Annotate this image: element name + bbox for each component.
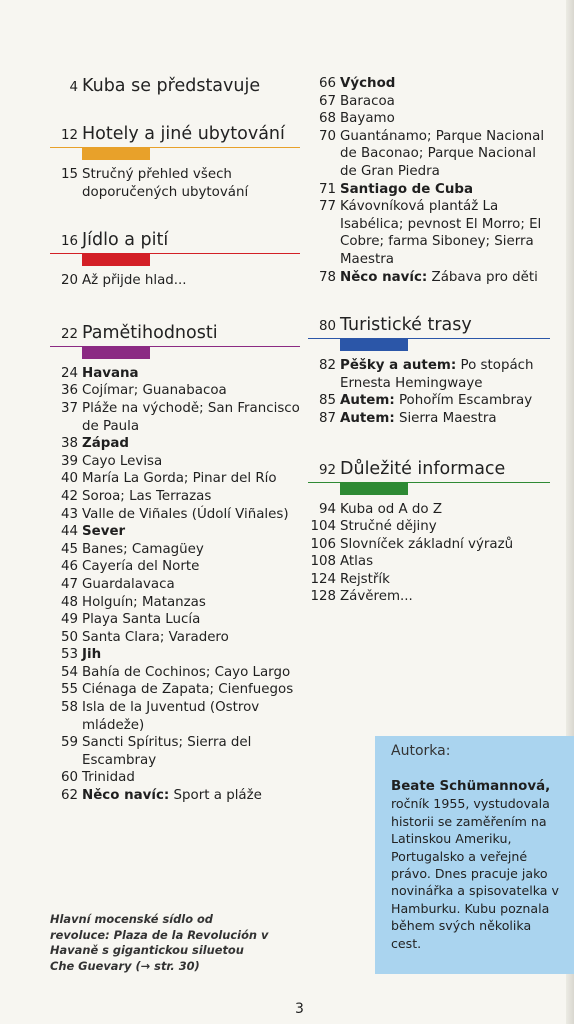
toc-entry	[50, 734, 300, 769]
section-heading	[50, 123, 300, 145]
toc-page-number: 124	[310, 571, 336, 587]
toc-page-number: 94	[318, 501, 336, 517]
toc-page-number: 106	[310, 536, 336, 552]
toc-entry	[50, 629, 300, 647]
toc-page-number: 37	[60, 400, 78, 416]
toc-entry	[308, 410, 550, 428]
toc-entry-text: Atlas	[340, 554, 374, 570]
toc-entry-text: Sever	[82, 524, 126, 540]
toc-entry-text: Guardalavaca	[82, 576, 175, 592]
section-heading	[308, 314, 550, 336]
toc-section	[308, 458, 550, 607]
toc-entry	[308, 518, 550, 536]
toc-entry-text: Něco navíc: Sport a pláže	[82, 788, 262, 804]
toc-page-number: 39	[60, 453, 78, 469]
toc-entry-text: Pěšky a autem: Po stopách Ernesta Hemingwaye	[340, 358, 534, 391]
toc-page-number: 78	[318, 269, 336, 285]
photo-caption: Hlavní mocenské sídlo od revoluce: Plaza de la Revolución v Havaně s gigantickou siluetou Che Guevary (→ str. 30)	[50, 912, 269, 973]
toc-page-number: 15	[60, 167, 78, 182]
section-page-number: 12	[60, 128, 78, 143]
toc-page-number: 46	[60, 559, 78, 575]
toc-page-number: 44	[60, 524, 78, 540]
toc-entry-text: Bahía de Cochinos; Cayo Largo	[82, 664, 291, 680]
section-page-number: 22	[60, 326, 78, 342]
toc-entry-text: Havana	[82, 365, 139, 381]
toc-entry	[50, 787, 300, 805]
toc-entry	[50, 681, 300, 699]
toc-page-number: 85	[318, 393, 336, 409]
toc-entry	[308, 588, 550, 606]
toc-page-number: 71	[318, 181, 336, 197]
toc-entry	[50, 382, 300, 400]
toc-entry-text: Cojímar; Guanabacoa	[82, 383, 227, 399]
toc-page-number: 66	[318, 76, 336, 91]
toc-entry-text: Až přijde hlad...	[82, 273, 187, 289]
toc-entry	[308, 392, 550, 410]
toc-entry-text: Holguín; Matanzas	[82, 594, 206, 610]
toc-page-number: 62	[60, 788, 78, 804]
toc-entry-text: Ciénaga de Zapata; Cienfuegos	[82, 682, 294, 698]
toc-page-number: 60	[60, 770, 78, 786]
toc-entry-text: Baracoa	[340, 93, 395, 109]
section-color-bar	[82, 254, 150, 266]
author-bio: ročník 1955, vystudovala historii se zaměřením na Latinskou Ameriku, Portugalsko a veřejné právo. Dnes pracuje jako novinářka a spisovatelka v Hamburku. Kubu poznala během svých několika cest.	[391, 796, 559, 951]
toc-page-number: 47	[60, 576, 78, 592]
toc-entry	[50, 166, 300, 201]
section-title: Jídlo a pití	[82, 230, 169, 251]
toc-page-number: 45	[60, 541, 78, 557]
author-label: Autorka:	[391, 743, 451, 759]
toc-entry	[308, 501, 550, 519]
toc-entry	[50, 769, 300, 787]
section-color-bar	[82, 148, 150, 160]
toc-page-number: 87	[318, 410, 336, 426]
toc-entry-text: Jih	[82, 647, 102, 663]
toc-entry-text: Santa Clara; Varadero	[82, 629, 229, 645]
toc-entry-prefix: Autem:	[340, 410, 395, 426]
toc-right-column	[308, 75, 550, 606]
toc-entry	[308, 128, 550, 181]
author-box	[375, 736, 574, 974]
toc-entry-text: María La Gorda; Pinar del Río	[82, 471, 277, 487]
toc-entry	[308, 198, 550, 268]
toc-page-number: 50	[60, 629, 78, 645]
toc-page-number: 24	[60, 365, 78, 381]
toc-page-number: 77	[318, 199, 336, 215]
toc-page-number: 67	[318, 93, 336, 109]
toc-page-number: 43	[60, 506, 78, 522]
toc-entry-prefix: Něco navíc:	[82, 788, 170, 804]
toc-entry	[50, 365, 300, 383]
toc-entry	[50, 541, 300, 559]
toc-entry	[308, 553, 550, 571]
section-page-number: 80	[318, 319, 336, 335]
section-page-number: 4	[69, 80, 78, 95]
toc-entry	[308, 269, 550, 287]
toc-page-number: 82	[318, 358, 336, 374]
toc-page-number: 108	[310, 554, 336, 570]
toc-entry-prefix: Pěšky a autem:	[340, 358, 457, 374]
toc-entry	[308, 571, 550, 589]
toc-entry-text: Slovníček základní výrazů	[340, 536, 514, 552]
section-color-bar	[82, 347, 150, 359]
toc-page-number: 54	[60, 664, 78, 680]
toc-entry-text: Stručné dějiny	[340, 519, 437, 535]
section-color-bar	[340, 483, 408, 495]
toc-entry-text: Sancti Spíritus; Sierra del Escambray	[82, 735, 252, 768]
toc-entry	[50, 400, 300, 435]
toc-entry-text: Západ	[82, 436, 129, 452]
toc-entry-text: Cayo Levisa	[82, 453, 163, 469]
toc-page-number: 128	[310, 589, 336, 605]
section-title: Hotely a jiné ubytování	[82, 124, 285, 144]
toc-entry-text: Kávovníková plantáž La Isabélica; pevnost El Morro; El Cobre; farma Siboney; Sierra Maestra	[340, 199, 542, 267]
toc-entry-text: Něco navíc: Zábava pro děti	[340, 269, 538, 285]
toc-page-number: 59	[60, 735, 78, 751]
toc-entry-text: Stručný přehled všech doporučených ubytování	[82, 167, 249, 200]
toc-entry	[50, 611, 300, 629]
section-title: Kuba se představuje	[82, 76, 261, 96]
toc-page-number: 36	[60, 383, 78, 399]
toc-section	[308, 314, 550, 427]
toc-entry	[50, 699, 300, 734]
toc-entry-text: Playa Santa Lucía	[82, 612, 201, 628]
toc-entry-text: Soroa; Las Terrazas	[82, 488, 212, 504]
section-heading	[50, 229, 300, 251]
section-title: Pamětihodnosti	[82, 322, 218, 343]
toc-entry	[308, 110, 550, 128]
toc-page-number: 68	[318, 111, 336, 127]
toc-entry	[50, 558, 300, 576]
toc-entry-text: Valle de Viñales (Údolí Viñales)	[82, 506, 289, 522]
toc-page-number: 53	[60, 647, 78, 663]
toc-page-number: 40	[60, 471, 78, 487]
toc-entry-text: Pláže na východě; San Francisco de Paula	[82, 400, 300, 434]
toc-entry	[50, 470, 300, 488]
toc-page-number: 49	[60, 612, 78, 628]
toc-entry	[308, 181, 550, 199]
author-name: Beate Schümannová,	[391, 779, 551, 794]
toc-section	[50, 123, 300, 201]
toc-page-number: 70	[318, 128, 336, 144]
toc-entry	[50, 435, 300, 453]
toc-entry	[50, 272, 300, 290]
toc-entry-text: Autem: Sierra Maestra	[340, 410, 497, 426]
toc-entry-text: Kuba od A do Z	[340, 501, 443, 517]
toc-entry-text: Autem: Pohořím Escambray	[340, 393, 533, 409]
toc-entry-text: Východ	[340, 76, 396, 91]
intro-heading	[50, 75, 300, 97]
toc-entry	[308, 75, 550, 93]
section-title: Důležité informace	[340, 458, 506, 479]
section-color-bar	[340, 339, 408, 351]
toc-page-number: 42	[60, 488, 78, 504]
toc-left-column	[50, 75, 300, 805]
section-page-number: 16	[60, 234, 78, 250]
toc-section	[50, 229, 300, 290]
toc-entry-text: Santiago de Cuba	[340, 181, 473, 197]
page-number: 3	[295, 1001, 304, 1017]
toc-entry-text: Trinidad	[82, 770, 135, 786]
toc-entry	[308, 93, 550, 111]
toc-entry	[308, 357, 550, 392]
toc-page-number: 38	[60, 436, 78, 452]
toc-entry	[308, 536, 550, 554]
section-page-number: 92	[318, 462, 336, 478]
toc-entry-text: Cayería del Norte	[82, 559, 200, 575]
toc-page-number: 58	[60, 700, 78, 716]
toc-entry-prefix: Něco navíc:	[340, 269, 428, 285]
toc-page-number: 48	[60, 594, 78, 610]
section-heading	[50, 322, 300, 344]
toc-entry-text: Rejstřík	[340, 571, 390, 587]
toc-page-number: 20	[60, 273, 78, 289]
toc-page-number: 104	[310, 519, 336, 535]
section-title: Turistické trasy	[340, 315, 472, 336]
toc-entry	[50, 594, 300, 612]
toc-entry-text: Isla de la Juventud (Ostrov mládeže)	[82, 700, 260, 733]
toc-entry	[50, 664, 300, 682]
toc-entry	[50, 506, 300, 524]
toc-entry-text: Guantánamo; Parque Nacional de Baconao; Parque Nacional de Gran Piedra	[340, 128, 545, 179]
toc-entry	[50, 646, 300, 664]
toc-entry	[50, 453, 300, 471]
toc-entry-text: Banes; Camagüey	[82, 541, 204, 557]
toc-section	[50, 322, 300, 805]
toc-entry	[50, 523, 300, 541]
toc-entry-text: Závěrem...	[340, 589, 413, 605]
toc-entry-text: Bayamo	[340, 111, 395, 127]
toc-entry	[50, 576, 300, 594]
toc-page-number: 55	[60, 682, 78, 698]
section-heading	[308, 458, 550, 480]
toc-entry	[50, 488, 300, 506]
toc-entry-prefix: Autem:	[340, 393, 395, 409]
